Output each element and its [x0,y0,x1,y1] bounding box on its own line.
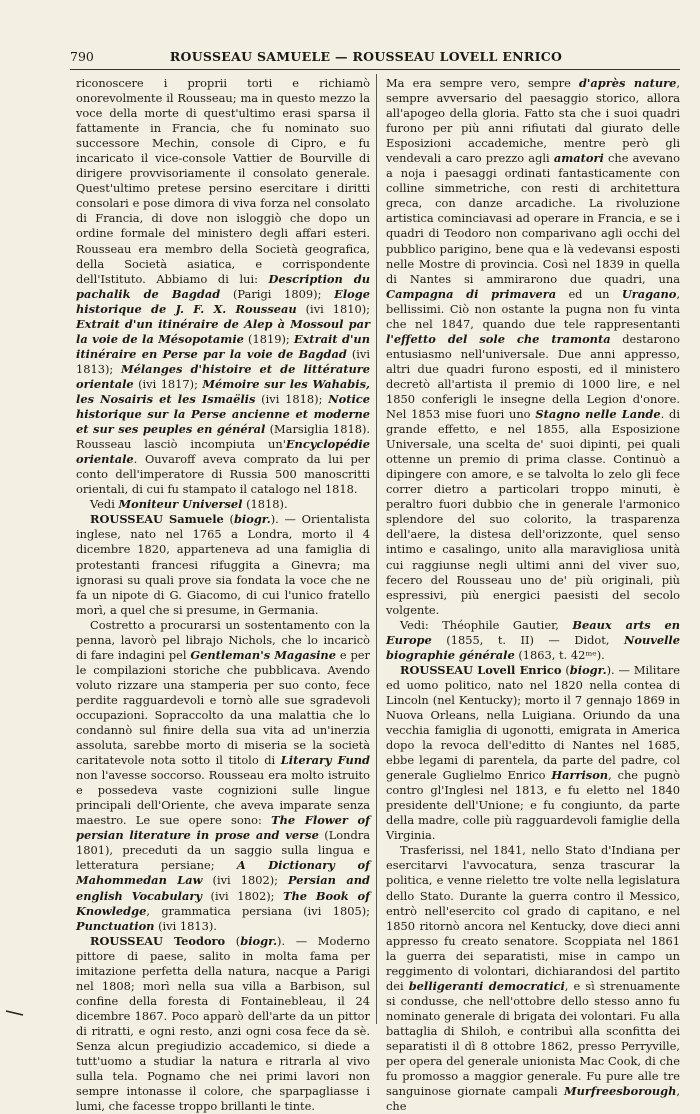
entry-headword: ROUSSEAU Samuele [90,512,224,527]
paragraph-vedi-moniteur: Vedi Moniteur Universel (1818). [90,497,288,512]
header-rule [70,69,680,70]
right-column [386,76,681,1114]
entry-rousseau-teodoro: ROUSSEAU Teodoro (biogr.). — Moderno pittore di paese, salito in molta fama per imitazione perfetta della natura, nacque a Parigi nel 1808; morì nella sua villa a Barbison, sul confine della foresta di Fontainebleau, il 24 dicembre 1867. Poco apparò dell'arte da un pittor di ritratti, e ogni resto, anzi ogni cosa fece da sè. Senza alcun pregiudizio accademico, si diede a tutt'uomo a studiar la natura e ritrarla al vivo sulla tela. Pognamo che nei primi lavori non sempre intonasse il colore, che sparpagliasse i lumi, che facesse troppo brillanti le tinte. [76,933,370,1114]
corner-mark [6,1010,24,1016]
entry-headword: ROUSSEAU Lovell Enrico [400,662,562,677]
left-column [76,76,371,1114]
paragraph-rousseau-continuation: riconoscere i proprii torti e richiamò onorevolmente il Rousseau; ma in questo mezzo la voce della morte di quest'ultimo erasi sparsa il fattamente in Francia, che fu nominato suo successore Mechin, console di Cipro, e fu incaricato il vice-console Vattier de Bourville di dirigere provvisoriamente il consolato generale. Quest'ultimo pretese persino esercitare i diritti consolari e pose dimora di viva forza nel consolato di Francia, di dove non isloggiò che dopo un ordine formale del ministero degli affari esteri. Rousseau era membro della Società geografica, della Società asiatica, e corrispondente dell'Istituto. Abbiamo di lui: Description du pachalik de Bagdad (Parigi 1809); Eloge historique de J. F. X. Rousseau (ivi 1810); Extrait d'un itinéraire de Alep à Mossoul par la voie de la Mésopotamie (1819); Extrait d'un itinéraire en Perse par la voie de Bagdad (ivi 1813); Mélanges d'histoire et de littérature orientale (ivi 1817); Mémoire sur les Wahabis, les Nosairis et les Ismaëlis (ivi 1818); Notice historique sur la Perse ancienne et moderne et sur ses peuples en général (Marsiglia 1818). Rousseau lasciò incompiuta un'Encyclopédie orientale. Ouvaroff aveva comprato da lui per conto dell'imperatore di Russia 500 manoscritti orientali, di cui fu stampato il catalogo nel 1818. [76,76,371,497]
page-number: 790 [70,49,94,64]
paragraph-samuele-works: Costretto a procurarsi un sostentamento con la penna, lavorò pel librajo Nichols, che lo incaricò di fare indagini pel Gentleman's Magasine e per le compilazioni storiche che pubblicava. Avendo voluto rizzare una stamperia per suo conto, fece perdite ragguardevoli e tornò alle sue sgradevoli occupazioni. Sopraccolto da una malattia che lo condannò sul finire della sua vita ad un'inerzia assoluta, sarebbe morto di miseria se la società caritatevole nota sotto il titolo di Literary Fund non l'avesse soccorso. Rousseau era molto istruito e possedeva vaste cognizioni sulle lingue principali dell'Oriente, che aveva imparate senza maestro. Le sue opere sono: The Flower of persian literature in prose and verse (Londra 1801), preceduti da un saggio sulla lingua e letteratura persiane; A Dictionary of Mahommedan Law (ivi 1802); Persian and english Vocabulary (ivi 1802); The Book of Knowledge, grammatica persiana (ivi 1805); Punctuation (ivi 1813). [76,617,371,933]
entry-rousseau-samuele: ROUSSEAU Samuele (biogr.). — Orientalista inglese, nato nel 1765 a Londra, morto il 4 dicembre 1820, apparteneva ad una famiglia di protestanti francesi rifuggita a Ginevra; ma ignorasi su quali prove sia fondata la voce che ne fa un nipote di G. Giacomo, di cui l'unico fratello morì, a quel che si presume, in Germania. [76,512,370,617]
paragraph-vedi-gautier: Vedi: Théophile Gautier, Beaux arts en Europe (1855, t. II) — Didot, Nouvelle biographie générale (1863, t. 42ᵐᵉ). [386,617,680,662]
running-head: ROUSSEAU SAMUELE — ROUSSEAU LOVELL ENRICO [169,49,563,64]
paragraph-lovell-career: Trasferissi, nel 1841, nello Stato d'Indiana per esercitarvi l'avvocatura, senza trascurar la politica, e venne rieletto tre volte nella legislatura dello Stato. Durante la guerra contro il Messico, entrò nell'esercito col grado di capitano, e nel 1850 ritornò ancora nel Kentucky, dove dieci anni appresso fu creato senatore. Scoppiata nel 1861 la guerra dei separatisti, mise in campo un reggimento di volontari, dichiarandosi del partito dei belligeranti democratici, e sì strenuamente si condusse, che nell'ottobre dello stesso anno fu nominato generale di brigata dei volontari. Fu alla battaglia di Shiloh, e contribuì alla sconfitta dei separatisti il dì 8 ottobre 1862, presso Perryville, per opera del generale unionista Mac Cook, di che fu promosso a maggior generale. Fu pure alle tre sanguinose giornate campali Murfreesborough, che [386,843,681,1114]
paragraph-teodoro-continuation: Ma era sempre vero, sempre d'après nature, sempre avversario del paesaggio storico, allora all'apogeo della gloria. Fatto sta che i suoi quadri furono per più anni rifiutati dal giurato delle Esposizioni accademiche, mentre però gli vendevali a caro prezzo agli amatori che avevano a noja i paesaggi ordinati fantasticamente con colline simmetriche, con resti di architettura greca, con danze arcadiche. La rivoluzione artistica cominciavasi ad operare in Francia, e se i quadri di Teodoro non comparivano agli occhi del pubblico parigino, bene qua e là vedevansi esposti nelle Mostre di provincia. Così nel 1839 in quella di Nantes si ammirarono due quadri, una Campagna di primavera ed un Uragano, bellissimi. Ciò non ostante la pugna non fu vinta che nel 1847, quando due tele rappresentanti l'effetto del sole che tramonta destarono entusiasmo nell'universale. Due anni appresso, altri due quadri furono esposti, ed il ministero decretò all'artista il premio di 1000 lire, e nel 1850 conferigli le insegne della Legion d'onore. Nel 1853 mise fuori uno Stagno nelle Lande. di grande effetto, e nel 1855, alla Esposizione Universale, una scelta de' suoi dipinti, pei quali ottenne un premio di prima classe. Continuò a dipingere con amore, e se talvolta lo zelo gli fece correr dietro a particolari troppo minuti, è peraltro fuori dubbio che in generale l'armonico splendore del suo colorito, la trasparenza dell'aere, la distesa dell'orizzonte, quel senso intimo e casalingo, unito alla maravigliosa unità cui raggiunse negli ultimi anni del viver suo, fecero del Rousseau uno de' più originali, più espressivi, più energici paesisti del secolo volgente. [386,76,680,617]
entry-headword: ROUSSEAU Teodoro [90,933,226,948]
entry-rousseau-lovell-enrico: ROUSSEAU Lovell Enrico (biogr.). — Militare ed uomo politico, nato nel 1820 nella contea di Lincoln (nel Kentucky); morto il 7 gennajo 1869 in Nuova Orleans, nella Luigiana. Oriundo da una vecchia famiglia di ugonotti, emigrata in America dopo la revoca dell'editto di Nantes nel 1685, ebbe legami di parentela, da parte del padre, col generale Guglielmo Enrico Harrison, che pugnò contro gl'Inglesi nel 1813, e fu eletto nel 1840 presidente dell'Unione; e fu congiunto, da parte della madre, colle più ragguardevoli famiglie della Virginia. [386,662,680,843]
page-header [70,47,662,67]
column-divider [376,74,377,1024]
